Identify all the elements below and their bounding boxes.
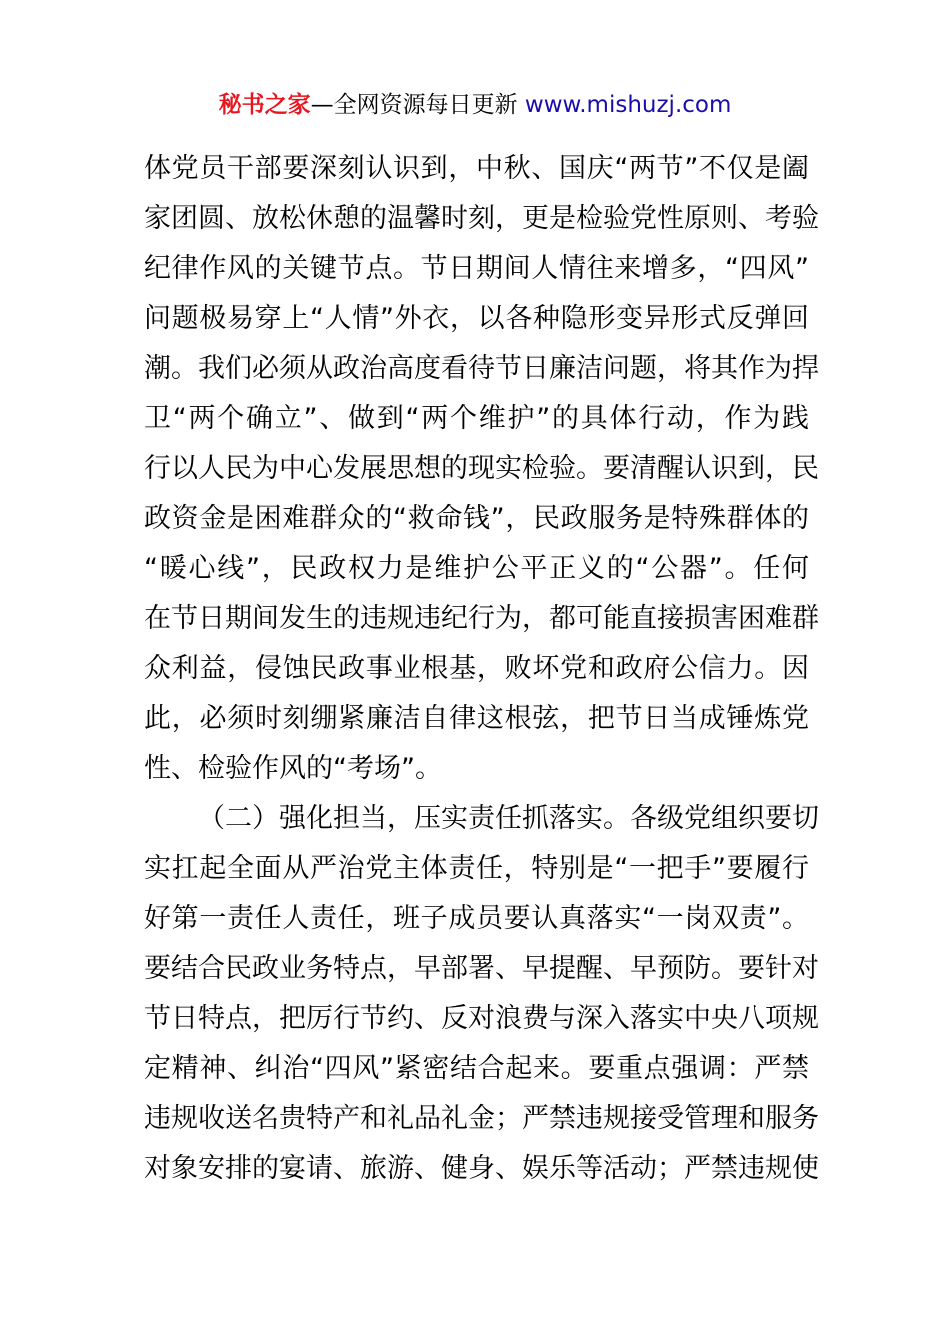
text-line: 此，必须时刻绷紧廉洁自律这根弦，把节日当成锤炼党 [144, 703, 809, 734]
text-line: 卫“两个确立”、做到“两个维护”的具体行动，作为践 [144, 403, 809, 434]
text-line: 家团圆、放松休憩的温馨时刻，更是检验党性原则、考验 [144, 203, 819, 234]
text-line: 纪律作风的关键节点。节日期间人情往来增多，“四风” [144, 253, 809, 284]
text-line: 要结合民政业务特点，早部署、早提醒、早预防。要针对 [144, 953, 819, 984]
text-line: 对象安排的宴请、旅游、健身、娱乐等活动；严禁违规使 [144, 1153, 819, 1184]
text-line: 定精神、纠治“四风”紧密结合起来。要重点强调：严禁 [144, 1053, 809, 1084]
paragraph-1 [144, 144, 819, 794]
text-line: 潮。我们必须从政治高度看待节日廉洁问题，将其作为捍 [144, 353, 819, 384]
brand-name: 秘书之家 [218, 92, 311, 118]
header-tagline: —全网资源每日更新 [310, 92, 525, 118]
text-line: 性、检验作风的“考场”。 [144, 753, 442, 784]
text-line: 众利益，侵蚀民政事业根基，败坏党和政府公信力。因 [144, 653, 809, 684]
text-line: “暖心线”，民政权力是维护公平正义的“公器”。任何 [144, 553, 809, 584]
document-body [144, 144, 819, 1194]
site-header [0, 88, 950, 122]
text-line: 问题极易穿上“人情”外衣，以各种隐形变异形式反弹回 [144, 303, 809, 334]
text-line: 行以人民为中心发展思想的现实检验。要清醒认识到，民 [144, 453, 819, 484]
text-line: 实扛起全面从严治党主体责任，特别是“一把手”要履行 [144, 853, 809, 884]
text-line: 在节日期间发生的违规违纪行为，都可能直接损害困难群 [144, 603, 819, 634]
text-line: 好第一责任人责任，班子成员要认真落实“一岗双责”。 [144, 903, 809, 934]
text-line: 体党员干部要深刻认识到，中秋、国庆“两节”不仅是阖 [144, 153, 809, 184]
site-url-link[interactable]: www.mishuzj.com [524, 92, 732, 118]
paragraph-2 [144, 794, 819, 1194]
text-line: 政资金是困难群众的“救命钱”，民政服务是特殊群体的 [144, 503, 809, 534]
text-line: （二）强化担当，压实责任抓落实。各级党组织要切 [198, 803, 819, 834]
text-line: 违规收送名贵特产和礼品礼金；严禁违规接受管理和服务 [144, 1103, 819, 1134]
text-line: 节日特点，把厉行节约、反对浪费与深入落实中央八项规 [144, 1003, 819, 1034]
